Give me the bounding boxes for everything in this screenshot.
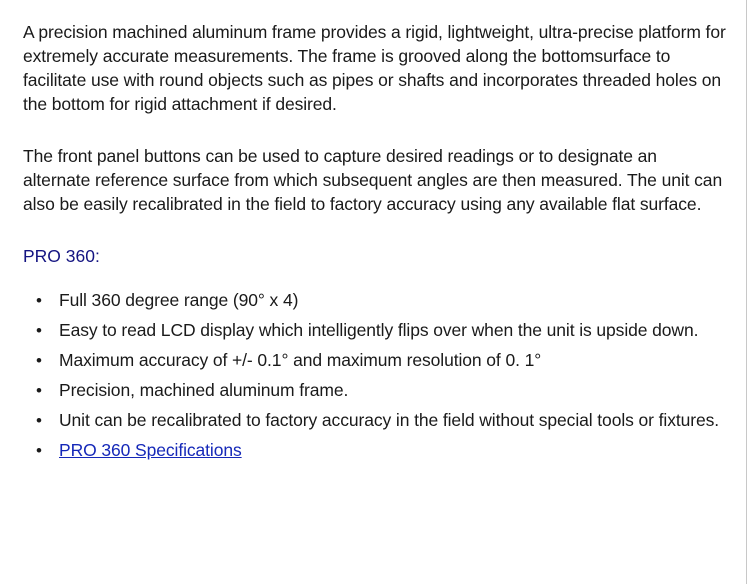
- list-item: [23, 406, 728, 435]
- bullet-icon: •: [36, 411, 42, 430]
- paragraph-frame-description: A precision machined aluminum frame provides a rigid, lightweight, ultra-precise platform for extremely accurate measurements. The frame is grooved along the bottomsurface to facilitate use with round objects such as pipes or shafts and incorporates threaded holes on the bottom for rigid attachment if desired.: [23, 22, 726, 114]
- bullet-icon: •: [36, 321, 42, 340]
- bullet-icon: •: [36, 381, 42, 400]
- bullet-icon: •: [36, 441, 42, 460]
- paragraph-buttons-description: The front panel buttons can be used to capture desired readings or to designate an alternate reference surface from which subsequent angles are then measured. The unit can also be easily recalibrated in the field to factory accuracy using any available flat surface.: [23, 146, 723, 214]
- list-item: [23, 316, 728, 345]
- section-heading: PRO 360:: [23, 246, 100, 266]
- list-item: [23, 376, 728, 405]
- feature-text: Easy to read LCD display which intelligently flips over when the unit is upside down.: [59, 320, 699, 340]
- feature-text: Precision, machined aluminum frame.: [59, 380, 349, 400]
- list-item: [23, 286, 728, 315]
- specifications-link[interactable]: PRO 360 Specifications: [59, 440, 242, 460]
- list-item: [23, 346, 728, 375]
- feature-list: [23, 286, 728, 465]
- bullet-icon: •: [36, 351, 42, 370]
- list-item-spec-link: [23, 436, 728, 465]
- feature-text: Maximum accuracy of +/- 0.1° and maximum resolution of 0. 1°: [59, 350, 542, 370]
- bullet-icon: •: [36, 291, 42, 310]
- feature-text: Full 360 degree range (90° x 4): [59, 290, 299, 310]
- feature-text: Unit can be recalibrated to factory accuracy in the field without special tools or fixtures.: [59, 410, 720, 430]
- product-description: [23, 20, 728, 466]
